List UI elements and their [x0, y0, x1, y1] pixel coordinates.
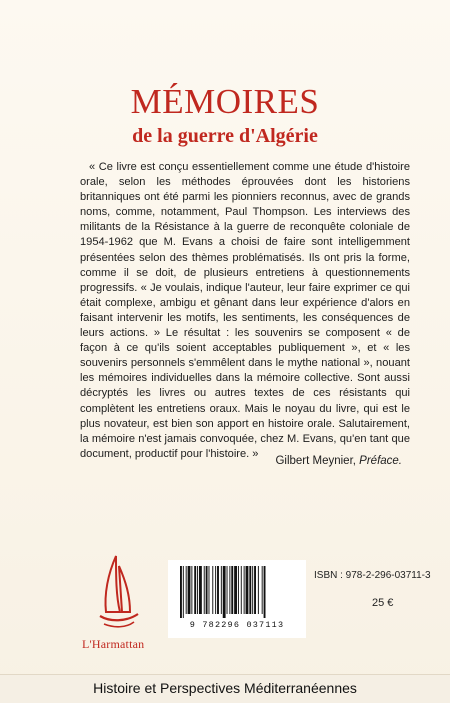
series-title: Histoire et Perspectives Méditerranéennes [93, 680, 357, 696]
book-subtitle: de la guerre d'Algérie [132, 125, 318, 147]
isbn-number: ISBN : 978-2-296-03711-3 [314, 570, 431, 581]
signature-role: Préface. [359, 455, 402, 467]
barcode [168, 560, 306, 638]
signature-author: Gilbert Meynier, [275, 455, 356, 467]
book-title: MÉMOIRES [130, 82, 320, 121]
series-banner [0, 674, 450, 703]
price: 25 € [372, 597, 394, 609]
publisher-name: L'Harmattan [82, 637, 145, 651]
barcode-digits: 9 782296 037113 [189, 620, 285, 630]
sailboat-logo-icon [94, 552, 142, 636]
blurb-signature [275, 455, 402, 467]
back-cover-blurb: « Ce livre est conçu essentiellement comme une étude d'histoire orale, selon les méthodes éprouvées dont les historiens britanniques ont été parmi les pionniers reconnus, avec de grands noms, comme, notamment, Paul Thompson. Les interviews des militants de la Résistance à la guerre de reconquête coloniale de 1954-1962 que M. Evans a choisi de faire sont intelligemment présentées selon des thèmes problématisés. Ils ont pris la forme, comme il se doit, de plusieurs entretiens à questionnements progressifs. « Je voulais, indique l'auteur, leur faire exprimer ce qui était complexe, ambigu et gênant dans leur expérience d'alors en faisant intervenir les motifs, les sentiments, les conséquences de leurs actions. » Le résultat : les souvenirs se composent « de façon à ce qu'ils soient acceptables publiquement », et « les souvenirs personnels s'emmêlent dans le mythe national », nouant les mémoires individuelles dans la mémoire collective. Sont aussi décryptés les livres ou autres textes de ces résistants qui complètent les entretiens oraux. Mais le noyau du livre, qui est le plus novateur, est bien son apport en histoire orale. Salutairement, la mémoire n'est jamais convoquée, chez M. Evans, qu'en tant que document, productif pour l'histoire. » [80, 161, 410, 460]
publisher-logo [82, 552, 154, 648]
barcode-bars [180, 566, 294, 618]
